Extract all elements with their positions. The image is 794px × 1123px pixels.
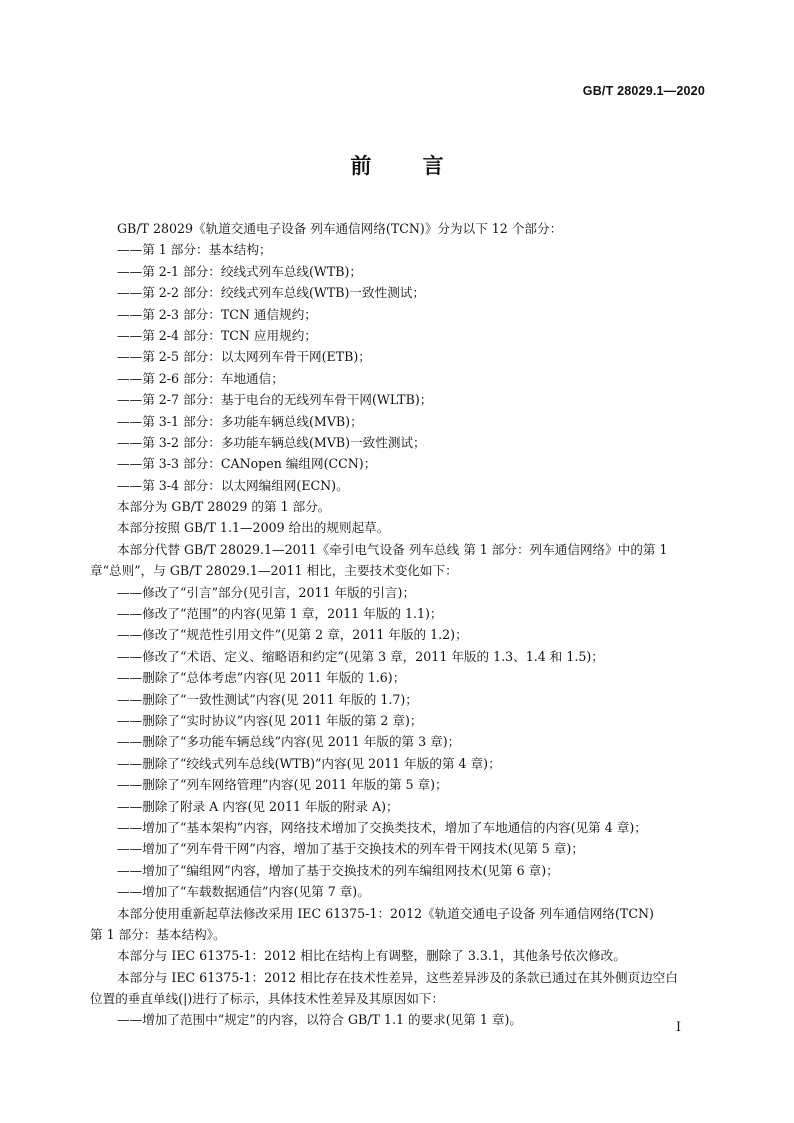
text-line: ——修改了“术语、定义、缩略语和约定”(见第 3 章，2011 年版的 1.3、1.4 和 1.5)； [117, 648, 604, 664]
text-line: 本部分使用重新起草法修改采用 IEC 61375-1：2012《轨道交通电子设备 列车通信网络(TCN) [117, 905, 654, 921]
text-line: ——增加了“列车骨干网”内容，增加了基于交换技术的列车骨干网技术(见第 5 章)； [117, 841, 584, 857]
text-line: ——第 3-2 部分：多功能车辆总线(MVB)一致性测试； [117, 434, 426, 450]
text-line: ——增加了“基本架构”内容，网络技术增加了交换类技术，增加了车地通信的内容(见第 4 章)； [117, 819, 647, 835]
text-line: ——第 1 部分：基本结构； [117, 242, 272, 258]
text-line: ——修改了“引言”部分(见引言，2011 年版的引言)； [117, 584, 416, 600]
page-title: 前 言 [350, 154, 466, 178]
text-line: ——删除了“总体考虑”内容(见 2011 年版的 1.6)； [117, 670, 406, 686]
text-line: ——第 3-1 部分：多功能车辆总线(MVB)； [117, 413, 363, 429]
text-line: ——第 2-5 部分：以太网列车骨干网(ETB)； [117, 349, 371, 365]
text-line: ——删除了“列车网络管理”内容(见 2011 年版的第 5 章)； [117, 777, 448, 793]
text-line: GB/T 28029《轨道交通电子设备 列车通信网络(TCN)》分为以下 12 个部分： [117, 221, 563, 236]
text-line: ——增加了范围中“规定”的内容，以符合 GB/T 1.1 的要求(见第 1 章)。 [117, 1012, 522, 1028]
text-line: ——删除了“实时协议”内容(见 2011 年版的第 2 章)； [117, 712, 423, 728]
text-line: 第 1 部分：基本结构》。 [90, 926, 226, 942]
standard-number: GB/T 28029.1—2020 [582, 84, 705, 98]
text-line: ——删除了“一致性测试”内容(见 2011 年版的 1.7)； [117, 691, 418, 707]
text-line: 本部分代替 GB/T 28029.1—2011《牵引电气设备 列车总线 第 1 部分：列车通信网络》中的第 1 [117, 541, 668, 557]
text-line: ——第 2-4 部分：TCN 应用规约； [117, 327, 317, 343]
text-line: 本部分按照 GB/T 1.1—2009 给出的规则起草。 [117, 520, 390, 536]
page-number: I [676, 1019, 681, 1034]
document-body [90, 218, 704, 1031]
text-line: ——第 2-1 部分：绞线式列车总线(WTB)； [117, 263, 363, 279]
text-line: ——删除了附录 A 内容(见 2011 年版的附录 A)； [117, 798, 399, 814]
text-line: 位置的垂直单线(|)进行了标示，具体技术性差异及其原因如下： [90, 991, 445, 1007]
text-line: ——第 3-3 部分：CANopen 编组网(CCN)； [117, 456, 377, 472]
text-line: ——第 2-7 部分：基于电台的无线列车骨干网(WLTB)； [117, 392, 433, 408]
text-line: ——增加了“编组网”内容，增加了基于交换技术的列车编组网技术(见第 6 章)； [117, 862, 559, 878]
text-line: ——第 2-3 部分：TCN 通信规约； [117, 306, 317, 322]
text-line: ——删除了“绞线式列车总线(WTB)”内容(见 2011 年版的第 4 章)； [117, 755, 501, 771]
text-line: ——第 3-4 部分：以太网编组网(ECN)。 [117, 477, 349, 493]
text-line: 章“总则”，与 GB/T 28029.1—2011 相比，主要技术变化如下： [90, 563, 458, 579]
text-line: 本部分为 GB/T 28029 的第 1 部分。 [117, 499, 331, 515]
text-line: 本部分与 IEC 61375-1：2012 相比在结构上有调整，删除了 3.3.1，其他条号依次修改。 [117, 948, 626, 964]
text-line: ——修改了“规范性引用文件”(见第 2 章，2011 年版的 1.2)； [117, 627, 468, 643]
text-line: ——第 2-6 部分：车地通信； [117, 370, 284, 386]
text-line: ——增加了“车载数据通信”内容(见第 7 章)。 [117, 884, 370, 900]
text-line: ——删除了“多功能车辆总线”内容(见 2011 年版的第 3 章)； [117, 734, 461, 750]
text-line: ——修改了“范围”的内容(见第 1 章，2011 年版的 1.1)； [117, 606, 443, 622]
text-line: 本部分与 IEC 61375-1：2012 相比存在技术性差异，这些差异涉及的条款已通过在其外侧页边空白 [117, 969, 678, 985]
text-line: ——第 2-2 部分：绞线式列车总线(WTB)一致性测试； [117, 285, 425, 301]
